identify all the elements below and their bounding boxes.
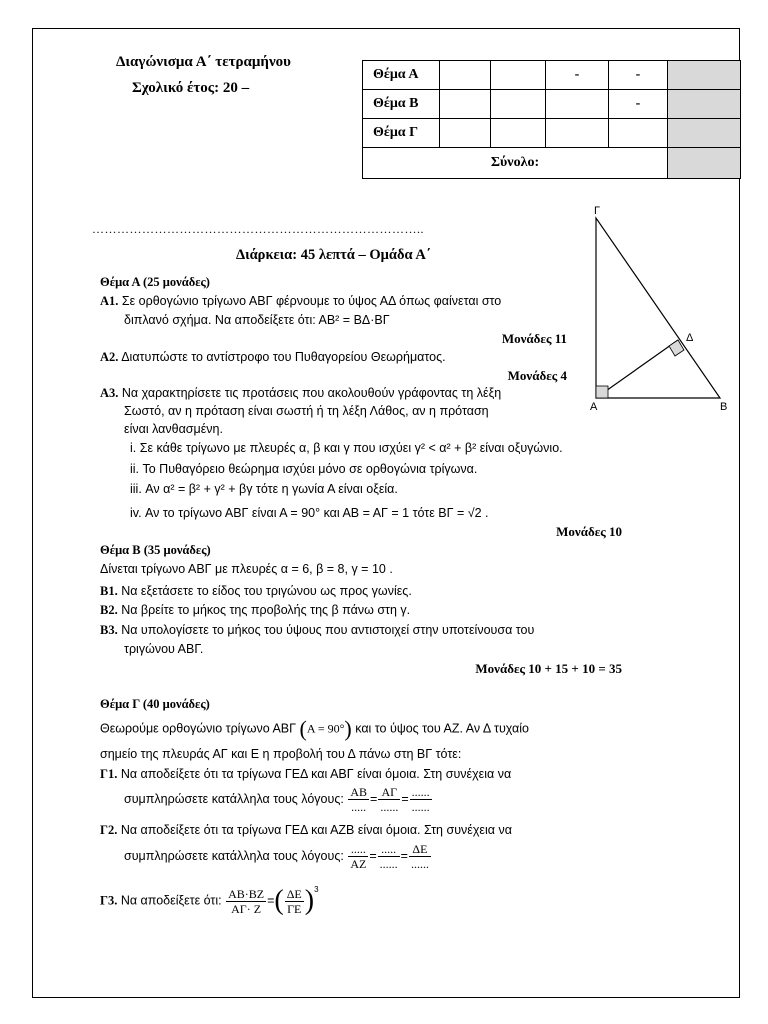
a2-label: Α2.	[100, 350, 119, 364]
theme-b-intro: Δίνεται τρίγωνο ΑΒΓ με πλευρές α = 6, β = 8, γ = 10 .	[100, 562, 393, 576]
score-cell	[491, 119, 546, 148]
g2-fraction-3: $\frac{\Delta E}{......}$	[410, 842, 429, 871]
g2-text-1: Να αποδείξετε ότι τα τρίγωνα ΓΕΔ και ΑΖΒ είναι όμοια. Στη συνέχεια να	[120, 823, 512, 837]
score-cell	[440, 90, 491, 119]
score-row-label: Θέμα Α	[363, 61, 440, 90]
theme-b-heading: Θέμα Β (35 μονάδες)	[100, 543, 211, 557]
score-cell	[546, 119, 609, 148]
score-row-a	[363, 61, 741, 90]
score-row-total	[363, 148, 741, 179]
b1-text: Να εξετάσετε το είδος του τριγώνου ως προς γωνίες.	[121, 584, 412, 598]
g2-label: Γ2.	[100, 823, 118, 837]
a3-text-1: Να χαρακτηρίσετε τις προτάσεις που ακολουθούν γράφοντας τη λέξη	[121, 386, 502, 400]
theme-g-intro-2: σημείο της πλευράς ΑΓ και Ε η προβολή του Δ πάνω στη ΒΓ τότε:	[100, 747, 462, 761]
score-cell	[609, 119, 668, 148]
theme-b-points: Μονάδες 10 + 15 + 10 = 35	[475, 661, 622, 676]
g3-text: Να αποδείξετε ότι:	[120, 893, 222, 908]
score-cell	[440, 61, 491, 90]
theme-a-heading: Θέμα Α (25 μονάδες)	[100, 275, 210, 289]
duration: Διάρκεια: 45 λεπτά – Ομάδα Α΄	[236, 247, 431, 263]
b3-label: Β3.	[100, 623, 118, 637]
b2-text: Να βρείτε το μήκος της προβολής της β πάνω στη γ.	[121, 603, 411, 617]
label-d: Δ	[686, 332, 694, 344]
theme-g-intro-1a: Θεωρούμε ορθογώνιο τρίγωνο ΑΒΓ	[100, 721, 297, 736]
dots-line: ……………………………………………………………………..	[92, 222, 424, 236]
b3-text-2: τριγώνου ΑΒΓ.	[124, 642, 204, 656]
a1-text-1: Σε ορθογώνιο τρίγωνο ΑΒΓ φέρνουμε το ύψος ΑΔ όπως φαίνεται στο	[121, 294, 502, 308]
score-cell: -	[609, 61, 668, 90]
g2-text-2: συμπληρώσετε κατάλληλα τους λόγους:	[124, 848, 344, 863]
g3-exponent: 3	[314, 885, 319, 894]
school-year: Σχολικό έτος: 20 –	[132, 80, 250, 96]
g1-fraction-3: $\frac{......}{......}$	[411, 785, 430, 814]
g3-lhs-fraction: $\frac{AB\cdot BZ}{A\Gamma\cdot Z}$	[228, 886, 265, 916]
g1-fraction-2: $\frac{A\Gamma}{......}$	[380, 785, 399, 814]
b2-label: Β2.	[100, 603, 118, 617]
score-row-g	[363, 119, 741, 148]
score-total-label: Σύνολο:	[363, 148, 668, 179]
a3-item-iii: iii. Αν α² = β² + γ² + βγ τότε η γωνία Α είναι οξεία.	[130, 482, 398, 496]
score-row-b	[363, 90, 741, 119]
score-cell	[440, 119, 491, 148]
g2-fraction-1: $\frac{.....}{AZ}$	[350, 842, 367, 871]
score-total-cell	[668, 119, 741, 148]
label-b: Β	[720, 401, 728, 413]
score-grand-total-cell	[668, 148, 741, 179]
a3-text-2: Σωστό, αν η πρόταση είναι σωστή ή τη λέξη Λάθος, αν η πρόταση	[124, 404, 489, 418]
theme-g-intro-1b: και το ύψος του ΑΖ. Αν Δ τυχαίο	[355, 721, 529, 736]
a3-label: Α3.	[100, 386, 119, 400]
label-a: Α	[590, 401, 598, 413]
g2-fraction-2: $\frac{.....}{......}$	[379, 842, 398, 871]
g1-fraction-1: $\frac{AB}{.....}$	[350, 785, 367, 814]
score-cell	[491, 90, 546, 119]
theme-g-heading: Θέμα Γ (40 μονάδες)	[100, 697, 210, 711]
a3-points: Μονάδες 10	[556, 524, 622, 539]
score-row-label: Θέμα Β	[363, 90, 440, 119]
right-angle-a	[596, 386, 608, 398]
a3-item-iv: iv. Αν το τρίγωνο ΑΒΓ είναι Α = 90° και ΑΒ = ΑΓ = 1 τότε ΒΓ = √2 .	[130, 506, 489, 520]
label-g: Γ	[594, 205, 601, 217]
a3-item-ii: ii. Το Πυθαγόρειο θεώρημα ισχύει μόνο σε ορθογώνια τρίγωνα.	[130, 462, 478, 476]
score-cell: -	[546, 61, 609, 90]
a1-text-2: διπλανό σχήμα. Να αποδείξετε ότι: ΑΒ² = ΒΔ·ΒΓ	[124, 313, 390, 327]
a2-text: Διατυπώστε το αντίστροφο του Πυθαγορείου Θεωρήματος.	[121, 350, 446, 364]
b1-label: Β1.	[100, 584, 118, 598]
score-table	[362, 60, 741, 179]
a1-points: Μονάδες 11	[501, 331, 567, 346]
a1-label: Α1.	[100, 294, 119, 308]
a3-item-i: i. Σε κάθε τρίγωνο με πλευρές α, β και γ που ισχύει γ² < α² + β² είναι οξυγώνιο.	[130, 441, 563, 455]
score-cell: -	[609, 90, 668, 119]
g1-label: Γ1.	[100, 767, 118, 781]
g1-text-2: συμπληρώσετε κατάλληλα τους λόγους:	[124, 791, 344, 806]
score-total-cell	[668, 90, 741, 119]
g1-text-1: Να αποδείξετε ότι τα τρίγωνα ΓΕΔ και ΑΒΓ είναι όμοια. Στη συνέχεια να	[120, 767, 512, 781]
triangle-figure	[580, 200, 740, 420]
score-cell	[491, 61, 546, 90]
score-row-label: Θέμα Γ	[363, 119, 440, 148]
g3-rhs-fraction: $\frac{\Delta E}{\Gamma E}$	[286, 886, 302, 916]
score-cell	[546, 90, 609, 119]
triangle-abg	[596, 218, 720, 398]
a2-points: Μονάδες 4	[507, 368, 567, 383]
g3-label: Γ3.	[100, 893, 118, 908]
theme-g-condition: Α = 90°	[306, 721, 345, 736]
b3-text-1: Να υπολογίσετε το μήκος του ύψους που αντιστοιχεί στην υποτείνουσα του	[121, 623, 535, 637]
a3-text-3: είναι λανθασμένη.	[124, 422, 223, 436]
score-total-cell	[668, 61, 741, 90]
exam-title: Διαγώνισμα Α΄ τετραμήνου	[116, 54, 291, 70]
